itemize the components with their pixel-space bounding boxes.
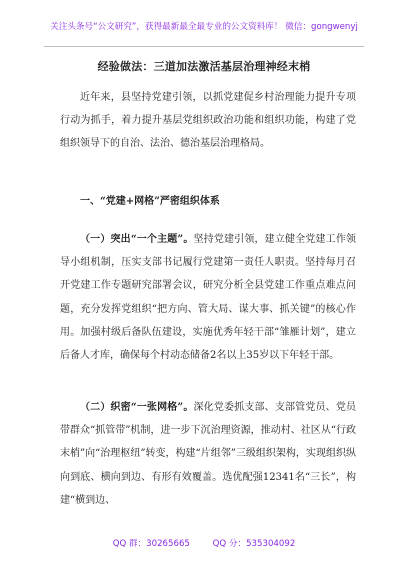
section-1: [60, 190, 356, 213]
paragraph-2-title: （二）织密“一张网格”。: [80, 402, 194, 413]
document-title: 经验做法：三道加法激活基层治理神经末梢: [97, 60, 311, 73]
paragraph-1-text: [60, 228, 356, 367]
section-heading: 一、“党建+网格”严密组织体系: [80, 196, 220, 207]
intro-paragraph: 近年来，县坚持党建引领，以抓党建促乡村治理能力提升专项行动为抓手，着力提升基层党组织政治功能和组织功能，构建了党组织领导下的自治、法治、德治基层治理格局。: [60, 92, 356, 150]
paragraph-2-text: [60, 396, 356, 512]
watermark-header: 关注头条号“公文研究”，获得最新最全最专业的公文资料库！ 微信：gongwenyj: [50, 22, 358, 32]
qq-number-text: QQ 分：535304092: [212, 539, 296, 549]
qq-group-text: QQ 群：30265665: [112, 539, 190, 549]
paragraph-1-title: （一）突出“一个主题”。: [80, 234, 194, 245]
paragraph-1-body: 坚持党建引领，建立健全党建工作领导小组机制，压实支部书记履行党建第一责任人职责。坚持每月召开党建工作专题研究部署会议，研究分析全县党建工作重点难点问题，充分发挥党组织“把方向、管大局、谋大事、抓关键”的核心作用。加强村级后备队伍建设，实施优秀年轻干部“雏雁计划”，建立后备人才库，确保每个村动态储备2名以上35岁以下年轻干部。: [60, 234, 356, 362]
paragraph-1: [60, 228, 356, 367]
paragraph-2: [60, 396, 356, 512]
document-body: [60, 86, 356, 156]
watermark-footer: [0, 537, 408, 549]
header-divider: [44, 46, 364, 47]
paragraph-2-body: 深化党委抓支部、支部管党员、党员带群众“抓管带”机制，进一步下沉治理资源，推动村、社区从“行政末梢”向“治理枢纽”转变，构建“片组邻”三级组织架构，实现组织纵向到底、横向到边、有形有效覆盖。选优配强12341名“三长”，构建“横到边、: [60, 402, 356, 506]
